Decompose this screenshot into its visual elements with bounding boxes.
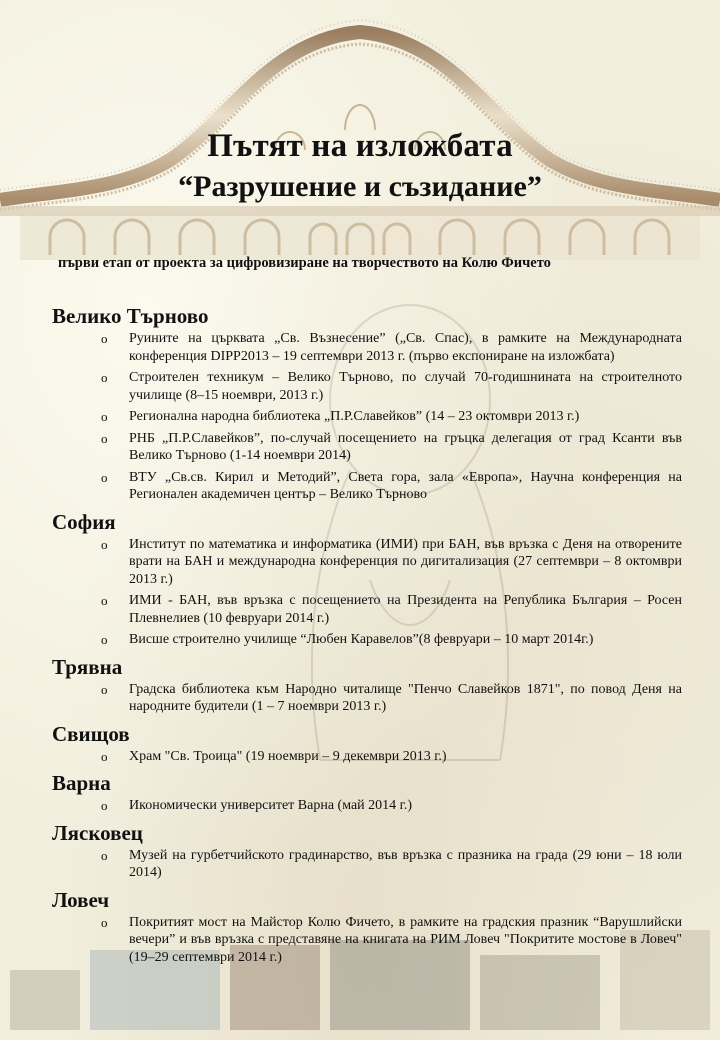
city-heading-lovech: Ловеч [52, 887, 110, 912]
venue-list-lovech [52, 914, 682, 967]
bullet-circle-icon: o [101, 632, 108, 647]
bullet-circle-icon: o [101, 798, 108, 813]
city-heading-sofia: София [52, 509, 116, 534]
venues-list [52, 302, 682, 970]
list-item: o ИМИ - БАН, във връзка с посещението на Президента на Република България – Росен Плевнелиев (10 февруари 2014 г.) [101, 593, 682, 626]
list-item: o Икономически университет Варна (май 2014 г.) [101, 798, 412, 813]
bullet-circle-icon: o [101, 593, 108, 608]
bullet-circle-icon: o [101, 536, 108, 552]
city-heading-varna: Варна [52, 771, 111, 795]
bullet-circle-icon: o [101, 748, 108, 764]
venue-list-tryavna [52, 681, 682, 716]
city-heading-veliko-tarnovo: Велико Търново [52, 304, 209, 328]
venue-list-varna [52, 797, 682, 815]
bullet-circle-icon: o [101, 430, 108, 446]
venue-list-veliko-tarnovo [52, 330, 682, 504]
bullet-circle-icon: o [101, 331, 108, 346]
bullet-circle-icon: o [101, 847, 108, 863]
city-heading-svishtov: Свищов [52, 721, 130, 746]
list-item: o Институт по математика и информатика (ИМИ) при БАН, във връзка с Деня на отворените врати на БАН и международна конференция по дигитализация (27 септември – 8 октомври 2013 г.) [101, 536, 682, 587]
bullet-circle-icon: o [101, 681, 108, 697]
list-item: o Музей на гурбетчийското градинарство, във връзка с празника на града (29 юни – 18 юли 2014) [101, 847, 682, 880]
venue-list-sofia [52, 536, 682, 649]
list-item: o Храм "Св. Троица" (19 ноември – 9 декември 2013 г.) [101, 748, 447, 764]
list-item: o Покритият мост на Майстор Колю Фичето, в рамките на градския празник “Варушлийски вечери” и във връзка с представяне на книгата на РИМ Ловеч "Покритите мостове в Ловеч" (19–29 септември 2014 г.) [101, 914, 682, 965]
venue-list-svishtov [52, 748, 682, 766]
bullet-circle-icon: o [101, 409, 108, 424]
city-heading-lyaskovets: Лясковец [52, 820, 143, 845]
bullet-circle-icon: o [101, 914, 108, 930]
page-title: Пътят на изложбата [207, 128, 513, 164]
list-item: o Руините на църквата „Св. Възнесение” („Св. Спас), в рамките на Международната конференция DIPP2013 – 19 септември 2013 г. (първо експониране на изложбата) [101, 331, 682, 364]
exhibition-name: “Разрушение и съзидание” [178, 170, 542, 203]
venue-list-lyaskovets [52, 847, 682, 882]
bullet-circle-icon: o [101, 469, 108, 485]
list-item: o РНБ „П.Р.Славейков”, по-случай посещението на гръцка делегация от град Ксанти във Велико Търново (1-14 ноември 2014) [101, 430, 682, 463]
project-subtitle: първи етап от проекта за цифровизиране на творчеството на Колю Фичето [58, 255, 551, 271]
list-item: o ВТУ „Св.св. Кирил и Методий”, Света гора, зала «Европа», Научна конференция на Регионален академичен център – Велико Търново [101, 469, 682, 502]
list-item: o Регионална народна библиотека „П.Р.Славейков” (14 – 23 октомври 2013 г.) [101, 409, 580, 424]
list-item: o Висше строително училище “Любен Каравелов”(8 февруари – 10 март 2014г.) [101, 632, 594, 647]
city-heading-tryavna: Трявна [52, 654, 123, 679]
bullet-circle-icon: o [101, 370, 108, 385]
list-item: o Строителен техникум – Велико Търново, по случай 70-годишнината на строителното училище (8–15 ноември, 2013 г.) [101, 370, 682, 403]
list-item: o Градска библиотека към Народно читалище "Пенчо Славейков 1871", по повод Деня на народните будители (1 – 7 ноември 2013 г.) [101, 681, 682, 714]
